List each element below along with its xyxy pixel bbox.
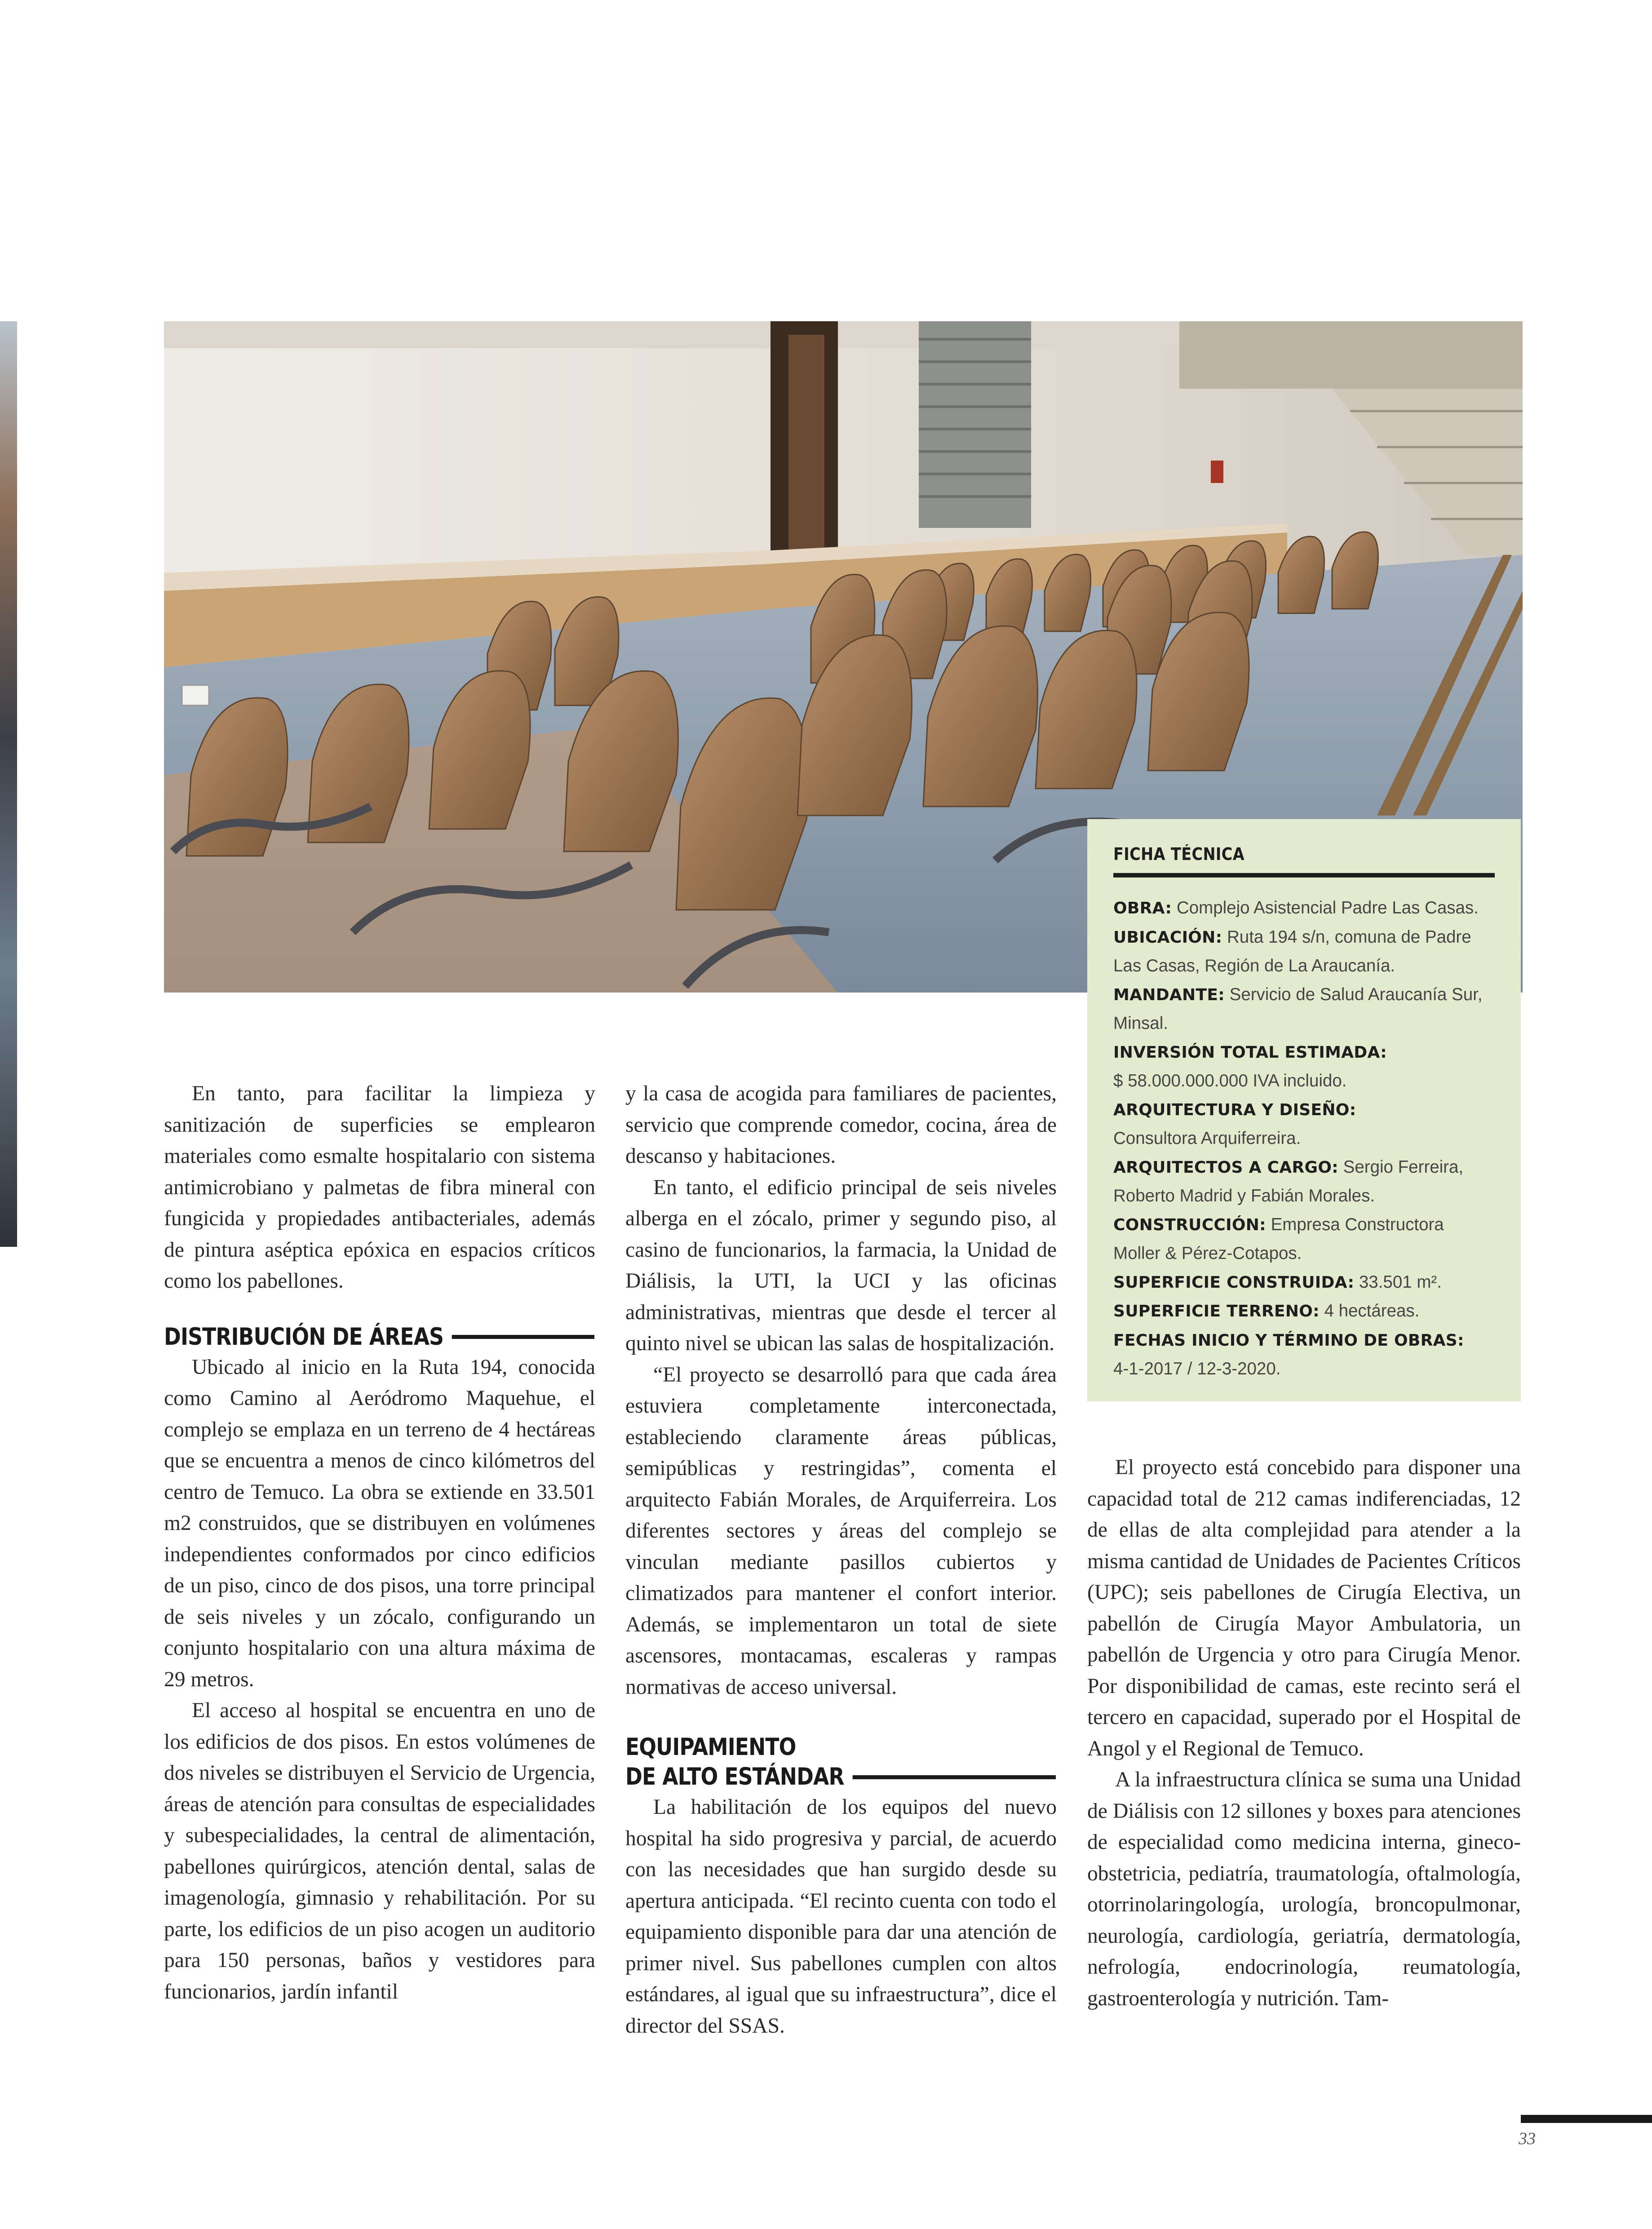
section-heading-equipamiento <box>625 1733 1056 1792</box>
page-footer-bar <box>1521 2115 1652 2123</box>
ficha-item <box>1113 1038 1495 1095</box>
ficha-value: $ 58.000.000.000 IVA incluido. <box>1113 1071 1347 1090</box>
ficha-item <box>1113 980 1495 1038</box>
paragraph: La habilitación de los equipos del nuevo hospital ha sido progresiva y parcial, de acuerdo con las necesidades que han surgido desde su apertura anticipada. “El recinto cuenta con todo el equipamiento disponible para dar una atención de primer nivel. Sus pabellones cumplen con altos estándares, al igual que su infraestructura”, dice el director del SSAS. <box>625 1795 1057 2038</box>
text-column-2 <box>625 1078 1057 2042</box>
ficha-value: 4-1-2017 / 12-3-2020. <box>1113 1359 1281 1378</box>
ficha-value: Empresa Constructora Moller & Pérez-Cotapos. <box>1113 1214 1444 1263</box>
text-column-3 <box>1087 1452 1521 2014</box>
ficha-label: ARQUITECTURA Y DISEÑO: <box>1113 1100 1356 1119</box>
ficha-item <box>1113 1297 1495 1326</box>
ficha-value: Ruta 194 s/n, comuna de Padre Las Casas, Región de La Araucanía. <box>1113 927 1471 975</box>
ficha-body <box>1113 894 1495 1383</box>
heading-rule <box>853 1775 1056 1779</box>
paragraph: Ubicado al inicio en la Ruta 194, conocida como Camino al Aeródromo Maquehue, el complejo se emplaza en un terreno de 4 hectáreas que se encuentra a menos de cinco kilómetros del centro de Temuco. La obra se extiende en 33.501 m2 construidos, que se distribuyen en volúmenes independientes conformados por cinco edificios de un piso, cinco de dos pisos, una torre principal de seis niveles y un zócalo, configurando un conjunto hospitalario con una altura máxima de 29 metros. <box>164 1355 595 1691</box>
ficha-tecnica-box <box>1087 819 1521 1401</box>
ficha-item <box>1113 1326 1495 1383</box>
ficha-value: 4 hectáreas. <box>1324 1301 1420 1321</box>
ficha-label: INVERSIÓN TOTAL ESTIMADA: <box>1113 1043 1387 1062</box>
ficha-title: FICHA TÉCNICA <box>1113 844 1245 864</box>
ficha-item <box>1113 1210 1495 1268</box>
section-heading-distribucion <box>164 1322 594 1352</box>
paragraph: En tanto, para facilitar la limpieza y sanitización de superficies se emplearon materiales como esmalte hospitalario con sistema antimicrobiano y palmetas de fibra mineral con fungicida y propiedades antibacteriales, además de pintura aséptica epóxica en espacios críticos como los pabellones. <box>164 1082 595 1293</box>
ficha-rule <box>1113 873 1495 877</box>
facing-page-edge <box>0 321 17 1247</box>
ficha-label: SUPERFICIE TERRENO: <box>1113 1302 1320 1321</box>
ficha-value: Consultora Arquiferreira. <box>1113 1129 1301 1148</box>
ficha-label: MANDANTE: <box>1113 985 1225 1004</box>
paragraph: El acceso al hospital se encuentra en uno de los edificios de dos pisos. En estos volúmenes de dos niveles se distribuyen el Servicio de Urgencia, áreas de atención para consultas de especialidades y subespecialidades, la central de alimentación, pabellones quirúrgicos, atención dental, salas de imagenología, gimnasio y rehabilitación. Por su parte, los edificios de un piso acogen un auditorio para 150 personas, baños y vestidores para funcionarios, jardín infantil <box>164 1699 595 2003</box>
ficha-item <box>1113 1153 1495 1210</box>
ficha-value: 33.501 m². <box>1359 1272 1442 1292</box>
section-heading-line-1: EQUIPAMIENTO <box>625 1733 796 1761</box>
ficha-item <box>1113 894 1495 923</box>
section-heading-line-2: DE ALTO ESTÁNDAR <box>625 1763 844 1790</box>
ficha-label: FECHAS INICIO Y TÉRMINO DE OBRAS: <box>1113 1331 1464 1350</box>
paragraph: A la infraestructura clínica se suma una Unidad de Diálisis con 12 sillones y boxes para atenciones de especialidad como medicina interna, gineco-obstetricia, pediatría, traumatología, oftalmología, otorrinolaringología, urología, broncopulmonar, neurología, cardiología, geriatría, dermatología, nefrología, endocrinología, reumatología, gastroenterología y nutrición. Tam- <box>1087 1768 1521 2010</box>
ficha-label: SUPERFICIE CONSTRUIDA: <box>1113 1273 1355 1292</box>
ficha-item <box>1113 923 1495 980</box>
text-column-1 <box>164 1078 595 2007</box>
ficha-value: Servicio de Salud Araucanía Sur, Minsal. <box>1113 984 1483 1033</box>
ficha-label: OBRA: <box>1113 899 1172 917</box>
ficha-label: ARQUITECTOS A CARGO: <box>1113 1158 1338 1177</box>
paragraph: “El proyecto se desarrolló para que cada área estuviera completamente interconectada, estableciendo claramente áreas públicas, semipúblicas y restringidas”, comenta el arquitecto Fabián Morales, de Arquiferreira. Los diferentes sectores y áreas del complejo se vinculan mediante pasillos cubiertos y climatizados para mantener el confort interior. Además, se implementaron un total de siete ascensores, montacamas, escaleras y rampas normativas de acceso universal. <box>625 1363 1057 1699</box>
ficha-value: Sergio Ferreira, Roberto Madrid y Fabián Morales. <box>1113 1157 1464 1205</box>
ficha-value: Complejo Asistencial Padre Las Casas. <box>1176 898 1479 917</box>
ficha-label: CONSTRUCCIÓN: <box>1113 1215 1266 1234</box>
paragraph: El proyecto está concebido para disponer una capacidad total de 212 camas indiferenciadas, 12 de ellas de alta complejidad para atender a la misma cantidad de Unidades de Pacientes Críticos (UPC); seis pabellones de Cirugía Electiva, un pabellón de Cirugía Mayor Ambulatoria, un pabellón de Urgencia y otro para Cirugía Menor. Por disponibilidad de camas, este recinto será el tercero en capacidad, superado por el Hospital de Angol y el Regional de Temuco. <box>1087 1456 1521 1760</box>
paragraph: y la casa de acogida para familiares de pacientes, servicio que comprende comedor, cocina, área de descanso y habitaciones. <box>625 1082 1057 1168</box>
section-heading-text: DISTRIBUCIÓN DE ÁREAS <box>164 1323 444 1351</box>
paragraph: En tanto, el edificio principal de seis niveles alberga en el zócalo, primer y segundo piso, al casino de funcionarios, la farmacia, la Unidad de Diálisis, la UTI, la UCI y las oficinas administrativas, mientras que desde el tercer al quinto nivel se ubican las salas de hospitalización. <box>625 1175 1057 1355</box>
heading-rule <box>452 1335 594 1339</box>
ficha-item <box>1113 1268 1495 1297</box>
page-number: 33 <box>1519 2129 1536 2148</box>
ficha-item <box>1113 1095 1495 1153</box>
ficha-label: UBICACIÓN: <box>1113 928 1222 947</box>
